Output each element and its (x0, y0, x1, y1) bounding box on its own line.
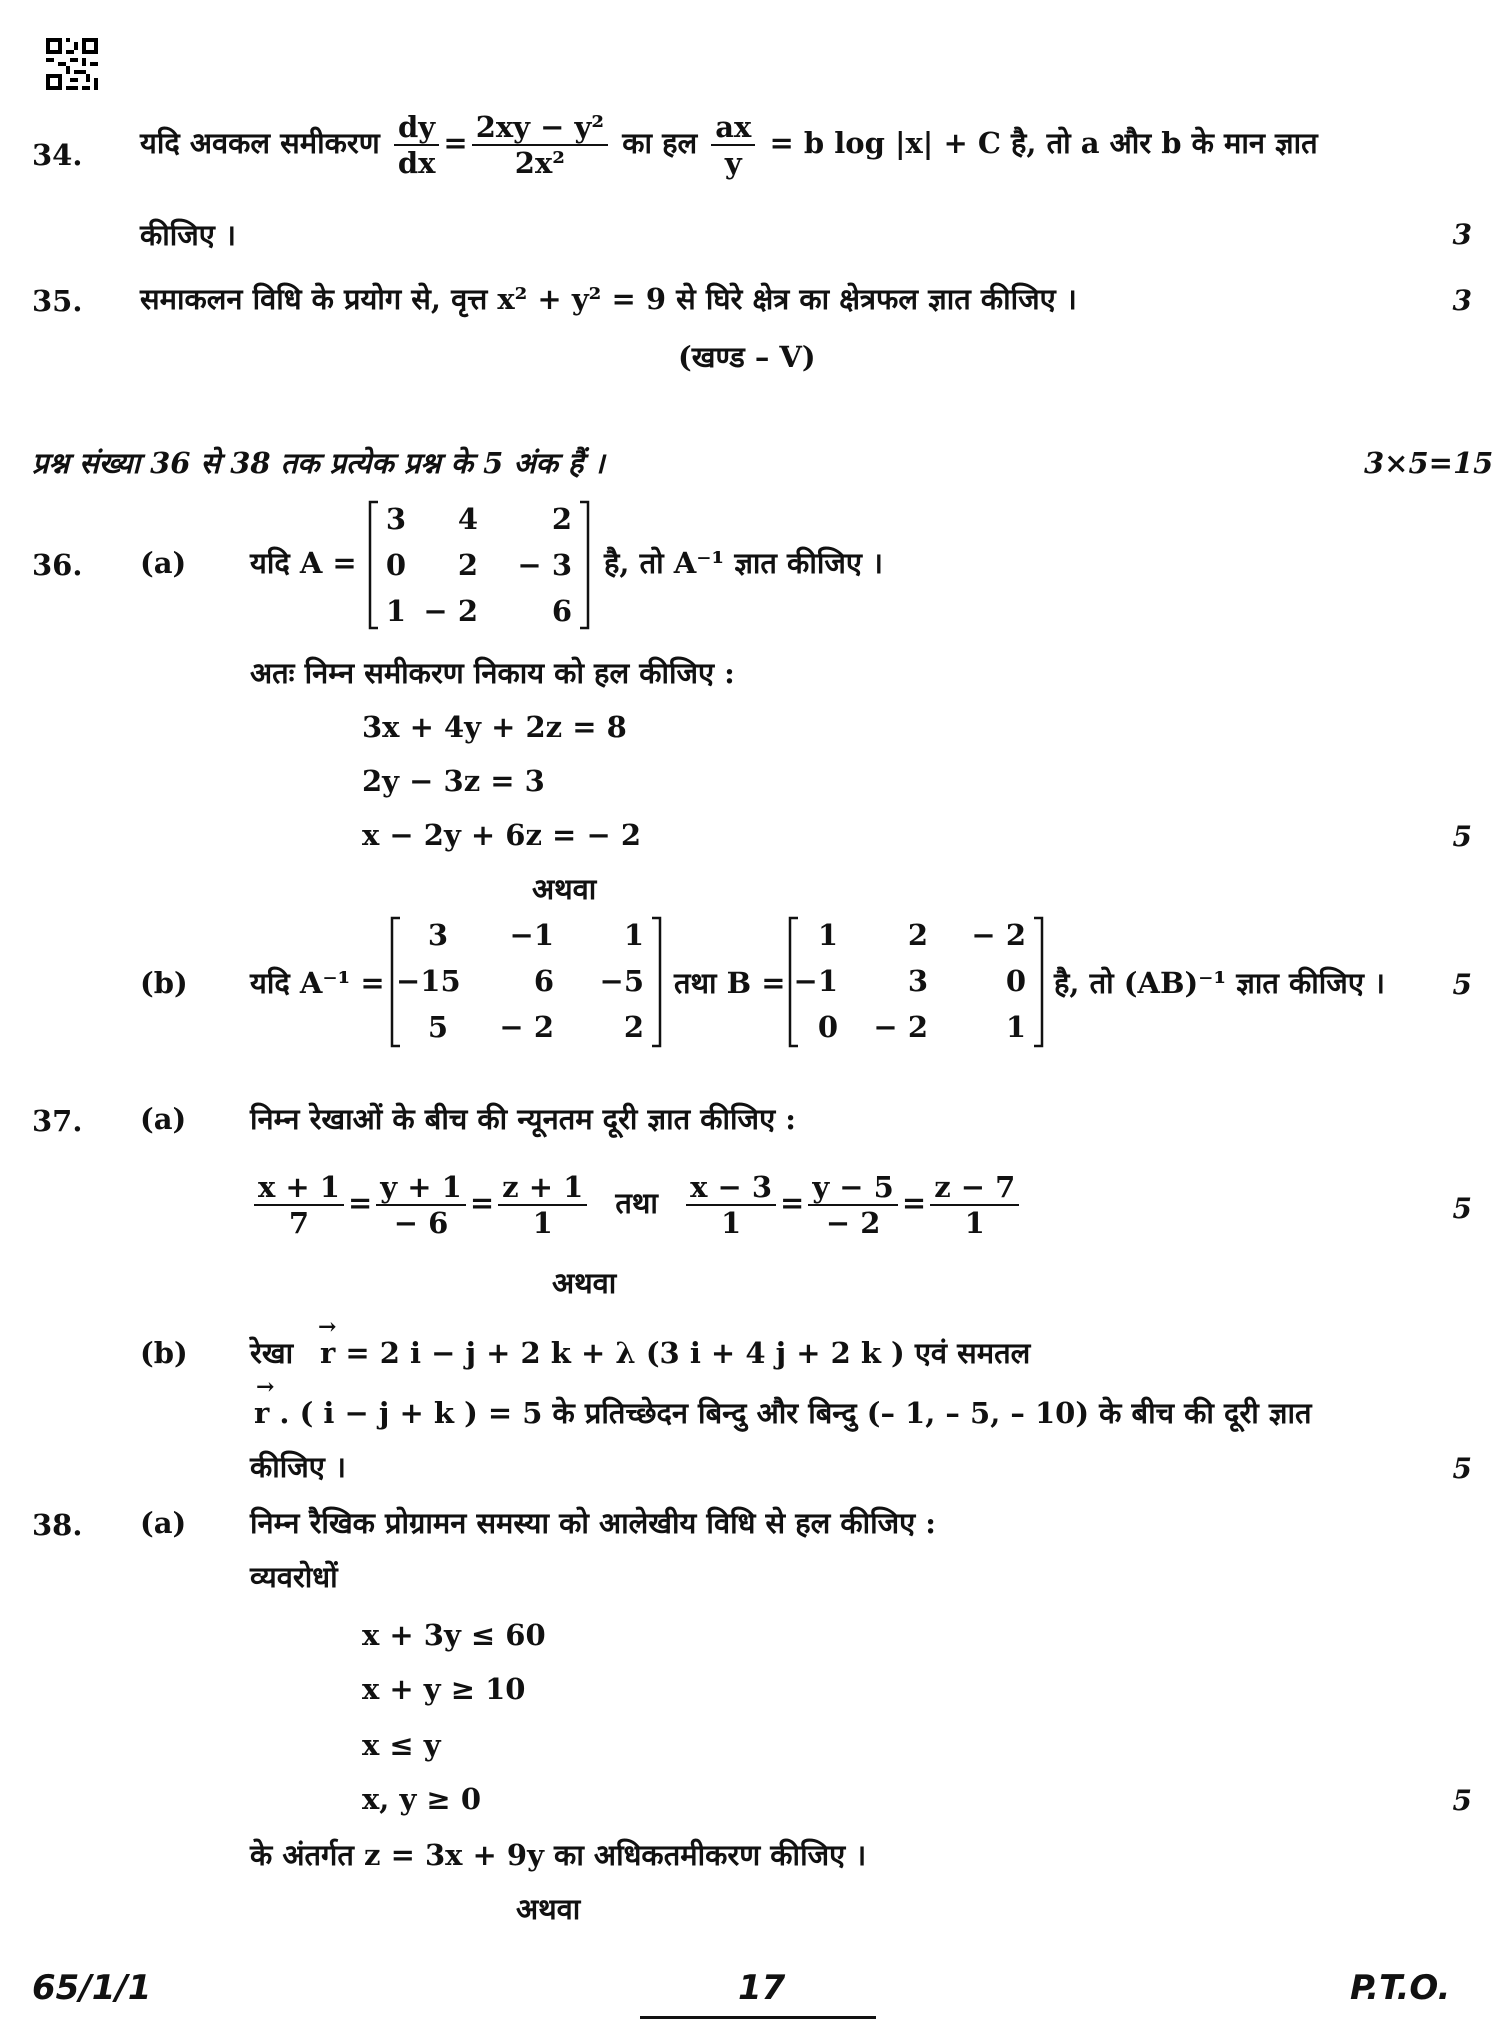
q37-frac-x2: $\frac{x - 3}{1}$ (686, 1170, 776, 1240)
instruction-marks: 3×5=15 (1364, 446, 1494, 480)
q37-or: अथवा (552, 1266, 617, 1300)
q36-a-label: (a) (140, 546, 187, 580)
pto-label: P.T.O. (1350, 1968, 1451, 2008)
q37-b-line2: r . ( i − j + k ) = 5 के प्रतिच्छेदन बिन्दु और बिन्दु (– 1, – 5, – 10) के बीच की दूरी ज्ञात (254, 1396, 1312, 1430)
q38-constraint-1: x + 3y ≤ 60 (362, 1618, 546, 1652)
matrix-a-cell: 3 (385, 502, 406, 536)
question-number-37: 37. (32, 1104, 83, 1138)
q34-text3: = b log |x| + C है, तो a और b के मान ज्ञात (769, 126, 1318, 160)
q36-a-post: है, तो A⁻¹ ज्ञात कीजिए । (604, 546, 883, 580)
vector-arrow-icon: → (318, 1314, 337, 1340)
q37-b-line1-pre: रेखा (250, 1336, 294, 1370)
q38-constraint-2: x + y ≥ 10 (362, 1672, 526, 1706)
q37-frac-x1: $\frac{x + 1}{7}$ (254, 1170, 344, 1240)
question-number-34: 34. (32, 138, 83, 172)
q37-frac-y2: $\frac{y - 5}{- 2}$ (808, 1170, 898, 1240)
question-number-36: 36. (32, 548, 83, 582)
matrix-a-inverse-cell: 5 (427, 1010, 448, 1044)
q37-frac-z2: $\frac{z - 7}{1}$ (930, 1170, 1019, 1240)
question-number-38: 38. (32, 1508, 83, 1542)
q36-b-label: (b) (140, 966, 188, 1000)
q37-a-marks: 5 (1452, 1192, 1472, 1225)
q37-frac-y1: $\frac{y + 1}{- 6}$ (376, 1170, 466, 1240)
matrix-a-cell: 1 (385, 594, 406, 628)
q38-a-text: निम्न रैखिक प्रोग्रामन समस्या को आलेखीय विधि से हल कीजिए : (250, 1506, 937, 1540)
matrix-a (366, 500, 592, 630)
q38-objective: के अंतर्गत z = 3x + 9y का अधिकतमीकरण कीजिए । (250, 1838, 867, 1872)
q34-text2: का हल (622, 126, 698, 160)
matrix-a-inverse (388, 916, 664, 1048)
q38-subject: व्यवरोधों (250, 1560, 338, 1594)
q38-constraint-4: x, y ≥ 0 (362, 1782, 482, 1816)
q36-or: अथवा (532, 872, 597, 906)
q36-a-marks: 5 (1452, 820, 1472, 853)
q34-frac-axy: $\frac{ax}{y}$ (711, 110, 755, 180)
q34-text4: कीजिए । (140, 218, 236, 252)
q36-eq-1: 3x + 4y + 2z = 8 (362, 710, 627, 744)
matrix-a-cell: 0 (385, 548, 406, 582)
q36-b-pre: यदि A⁻¹ = (250, 966, 385, 1000)
q37-a-label: (a) (140, 1102, 187, 1136)
matrix-a-inverse-cell: 6 (533, 964, 554, 998)
matrix-b-cell: 2 (907, 918, 928, 952)
matrix-a-cell: 2 (551, 502, 572, 536)
matrix-b-cell: 3 (907, 964, 928, 998)
q34-text1: यदि अवकल समीकरण (140, 126, 380, 160)
matrix-b-cell: 1 (1005, 1010, 1026, 1044)
matrix-a-cell: 6 (551, 594, 572, 628)
q36-eq-2: 2y − 3z = 3 (362, 764, 545, 798)
page-number: 17 (738, 1968, 786, 2008)
q34-marks: 3 (1452, 218, 1472, 251)
matrix-b-cell: − 2 (971, 918, 1026, 952)
matrix-a-cell: − 2 (423, 594, 478, 628)
q38-constraint-3: x ≤ y (362, 1728, 441, 1762)
q35-text: समाकलन विधि के प्रयोग से, वृत्त x² + y² = 9 से घिरे क्षेत्र का क्षेत्रफल ज्ञात कीजिए । (140, 282, 1077, 316)
matrix-a-inverse-cell: 2 (623, 1010, 644, 1044)
vector-arrow-icon: → (256, 1374, 275, 1400)
q37-b-line3: कीजिए । (250, 1450, 346, 1484)
q37-a-lines-equation: $\frac{x + 1}{7}$ = $\frac{y + 1}{- 6}$ = $\frac{z + 1}{1}$ तथा $\frac{x - 3}{1}$ = $\frac{y - 5}{- 2}$ = $\frac{z - 7}{1}$ (250, 1170, 1023, 1240)
q36-a-pre: यदि A = (250, 546, 357, 580)
question-number-35: 35. (32, 284, 83, 318)
matrix-a-cell: 4 (457, 502, 478, 536)
q34-line1: यदि अवकल समीकरण $\frac{dy}{dx}$ = $\frac{\text{2xy − y²}}{\text{2x²}}$ का हल $\frac{ax}{y}$ = b log |x| + C है, तो a और b के मान ज्ञात (140, 110, 1318, 180)
q36-a-line2: अतः निम्न समीकरण निकाय को हल कीजिए : (250, 656, 735, 690)
q38-or: अथवा (516, 1892, 581, 1926)
matrix-b-cell: 0 (1005, 964, 1026, 998)
q34-frac-dydx: $\frac{dy}{dx}$ (394, 110, 440, 180)
matrix-b-cell: − 2 (873, 1010, 928, 1044)
matrix-b-cell: 1 (817, 918, 838, 952)
q35-marks: 3 (1452, 284, 1472, 317)
matrix-a-inverse-cell: −1 (509, 918, 554, 952)
q38-a-marks: 5 (1452, 1784, 1472, 1817)
matrix-a-inverse-cell: 3 (427, 918, 448, 952)
matrix-a-cell: 2 (457, 548, 478, 582)
q34-frac-rhs: $\frac{\text{2xy − y²}}{\text{2x²}}$ (472, 110, 608, 180)
q36-b-marks: 5 (1452, 968, 1472, 1001)
qr-code-icon (46, 38, 98, 90)
matrix-a-inverse-cell: 1 (623, 918, 644, 952)
q36-eq-3: x − 2y + 6z = − 2 (362, 818, 642, 852)
matrix-a-inverse-cell: −5 (599, 964, 644, 998)
q37-b-line1-eq: r = 2 i − j + 2 k + λ (3 i + 4 j + 2 k ) एवं समतल (320, 1336, 1031, 1370)
paper-code: 65/1/1 (32, 1968, 152, 2008)
section-title: (खण्ड – V) (678, 340, 816, 374)
q37-tatha: तथा (615, 1186, 658, 1220)
q38-a-label: (a) (140, 1506, 187, 1540)
matrix-b (786, 916, 1046, 1048)
q36-b-mid: तथा B = (674, 966, 786, 1000)
matrix-a-inverse-cell: −15 (396, 964, 461, 998)
q36-b-post: है, तो (AB)⁻¹ ज्ञात कीजिए । (1054, 966, 1385, 1000)
q37-a-text: निम्न रेखाओं के बीच की न्यूनतम दूरी ज्ञात कीजिए : (250, 1102, 796, 1136)
matrix-a-inverse-cell: − 2 (499, 1010, 554, 1044)
matrix-b-cell: −1 (793, 964, 838, 998)
matrix-a-cell: − 3 (517, 548, 572, 582)
q37-frac-z1: $\frac{z + 1}{1}$ (498, 1170, 587, 1240)
matrix-b-cell: 0 (817, 1010, 838, 1044)
q37-b-label: (b) (140, 1336, 188, 1370)
page-number-underline (640, 2016, 876, 2019)
q37-b-marks: 5 (1452, 1452, 1472, 1485)
instruction-text: प्रश्न संख्या 36 से 38 तक प्रत्येक प्रश्न के 5 अंक हैं । (32, 446, 605, 480)
